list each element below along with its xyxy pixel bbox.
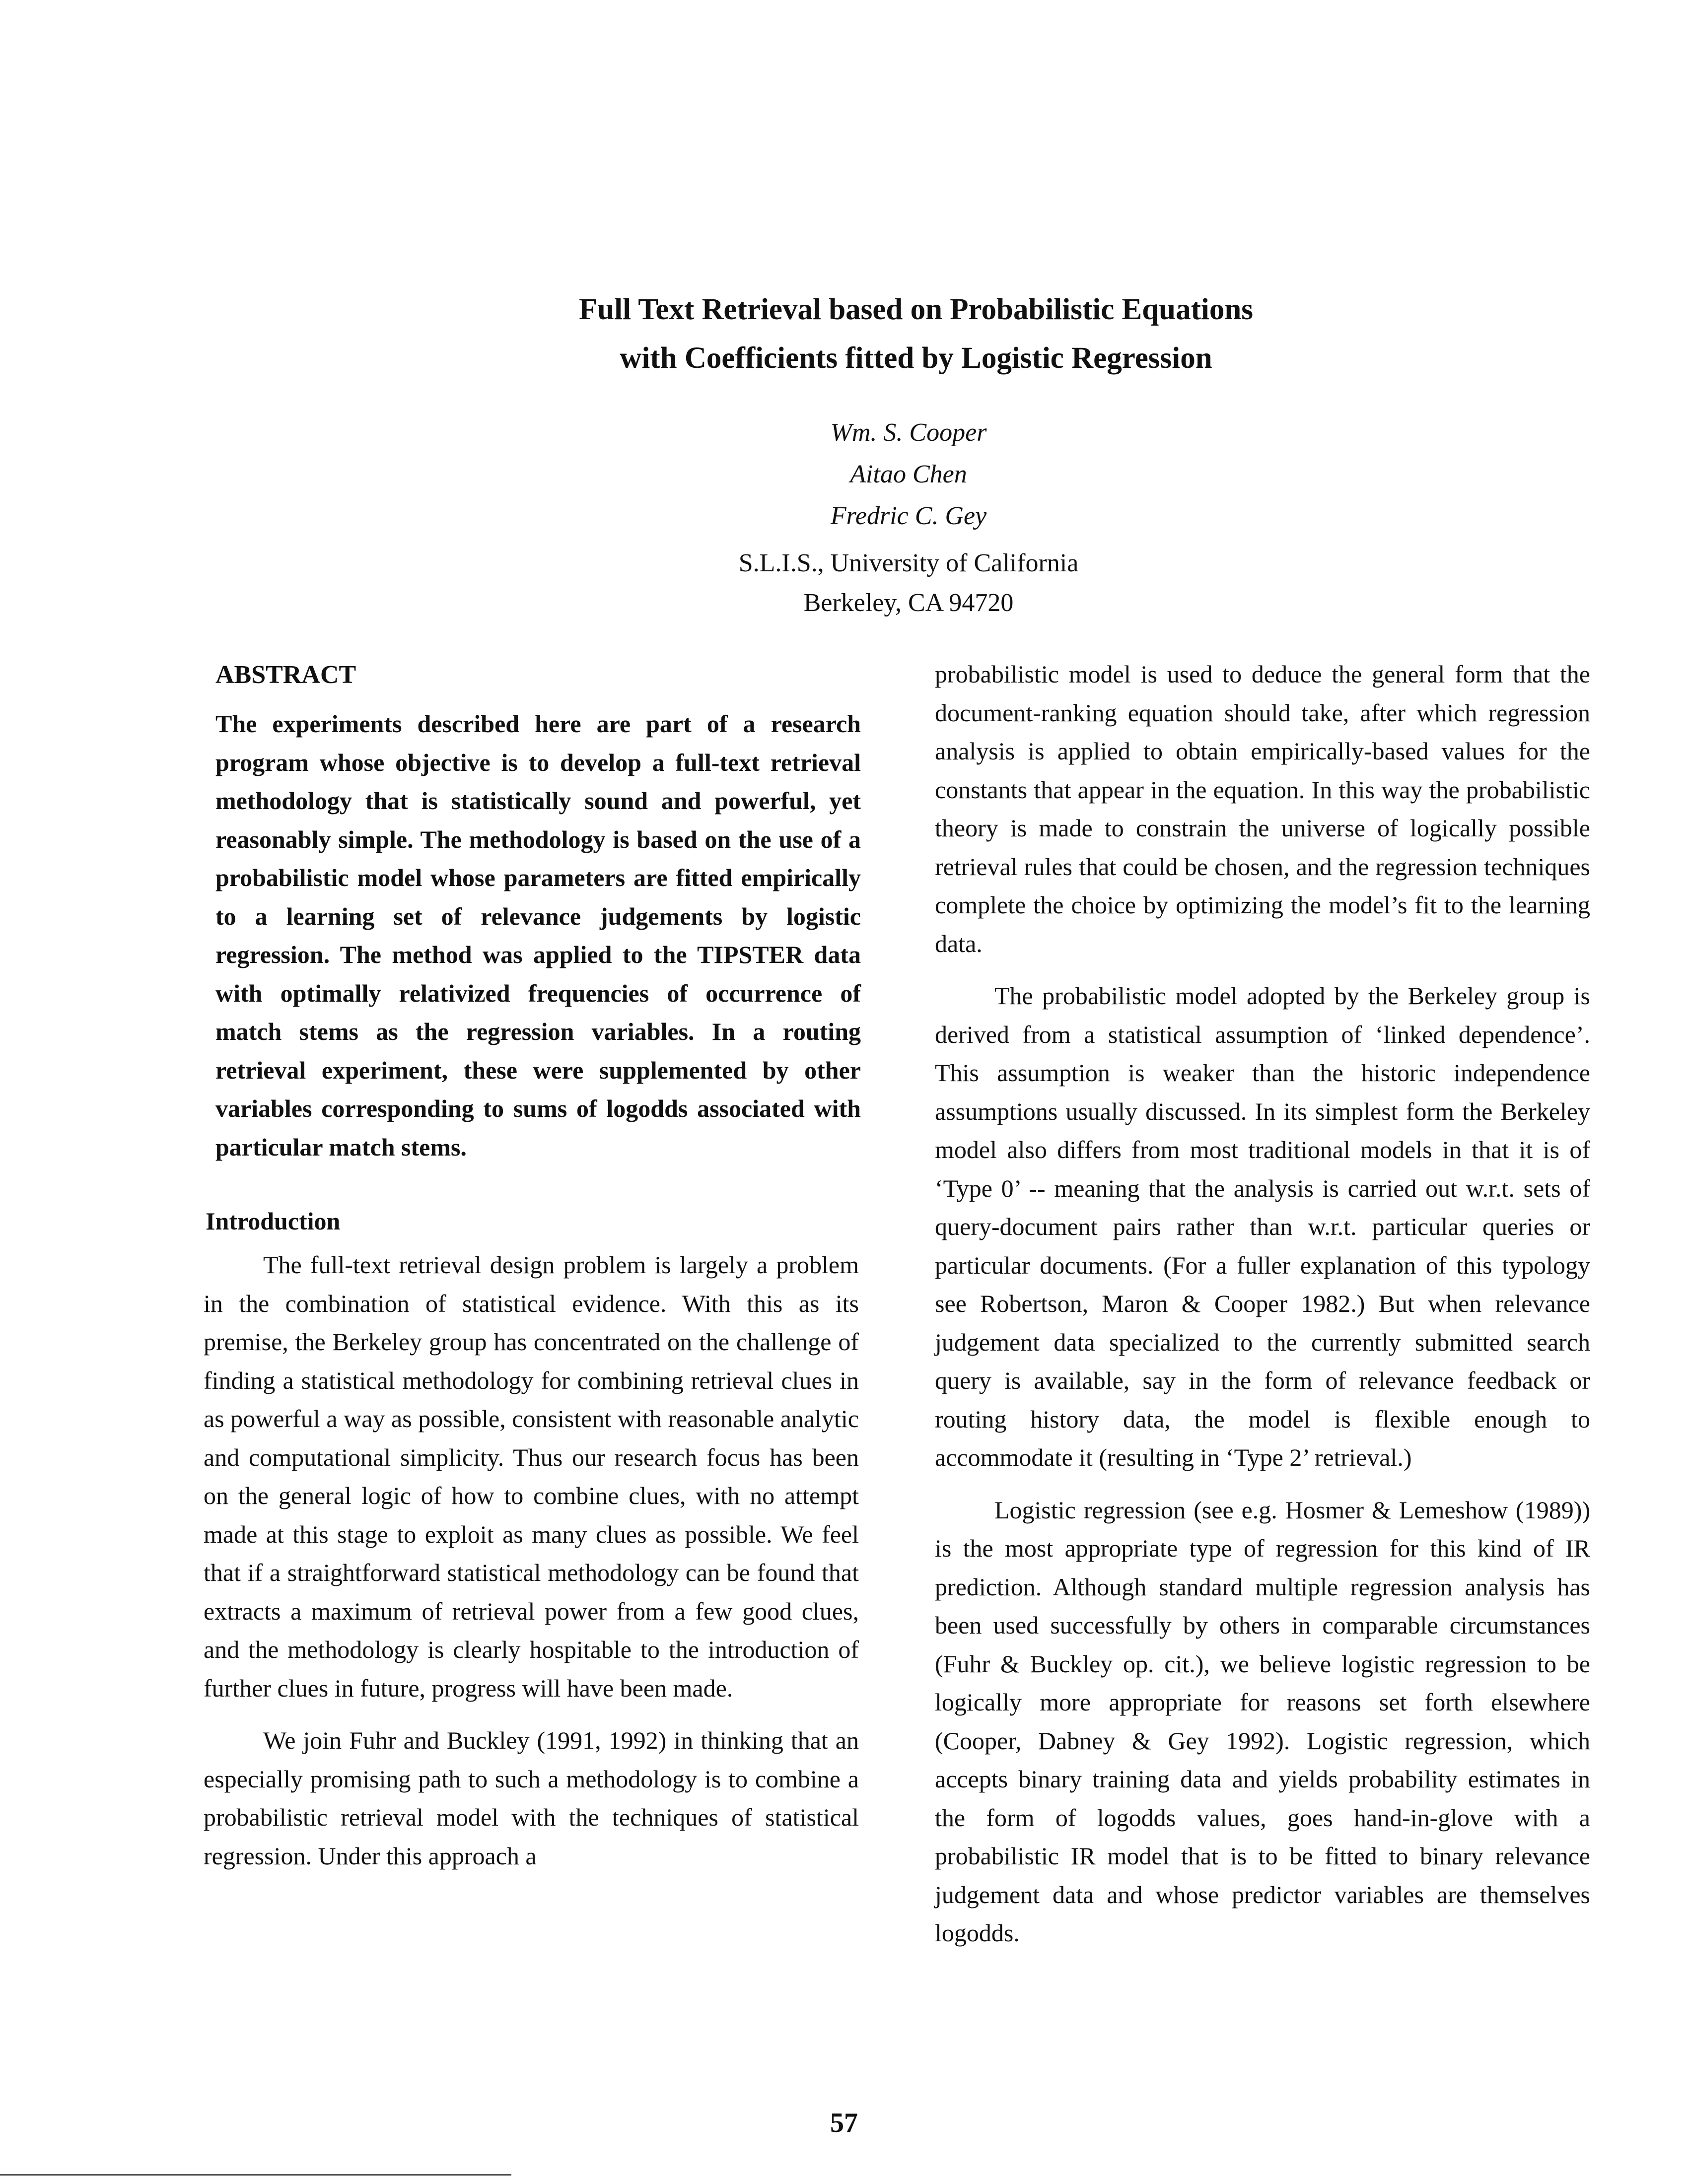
abstract-heading: ABSTRACT [215,661,356,689]
affiliation-line-2: Berkeley, CA 94720 [803,589,1014,617]
right-column [935,655,1590,1967]
intro-paragraph-2: We join Fuhr and Buckley (1991, 1992) in thinking that an especially promising path to such a methodology is to combine a probabilistic retrieval model with the techniques of statistical regression. Under this approach a [204,1726,859,1870]
author-name: Aitao Chen [850,460,967,488]
left-column [204,655,859,1889]
intro-paragraph-3: The probabilistic model adopted by the Berkeley group is derived from a statistical assumption of ‘linked dependence’. This assumption is weaker than the historic independence assumptions usually discussed. In its simplest form the Berkeley model also differs from most traditional models in that it is of ‘Type 0’ -- meaning that the analysis is carried out w.r.t. sets of query-document pairs rather than w.r.t. particular queries or particular documents. (For a fuller explanation of this typology see Robertson, Maron & Cooper 1982.) But when relevance judgement data specialized to the currently submitted search query is available, say in the form of relevance feedback or routing history data, the model is flexible enough to accommodate it (resulting in ‘Type 2’ retrieval.) [935,982,1590,1471]
title-line-1: Full Text Retrieval based on Probabilistic Equations [579,293,1253,326]
affiliation-line-1: S.L.I.S., University of California [738,549,1079,577]
paper-title [447,285,1385,383]
page-number: 57 [830,2108,858,2138]
intro-paragraph-4: Logistic regression (see e.g. Hosmer & Lemeshow (1989)) is the most appropriate type of regression for this kind of IR prediction. Although standard multiple regression analysis has been used successfully by others in comparable circumstances (Fuhr & Buckley op. cit.), we believe logistic regression to be logically more appropriate for reasons set forth elsewhere (Cooper, Dabney & Gey 1992). Logistic regression, which accepts binary training data and yields probability estimates in the form of logodds values, goes hand-in-glove with a probabilistic IR model that is to be fitted to binary relevance judgement data and whose predictor variables are themselves logodds. [935,1496,1590,1947]
introduction-heading: Introduction [206,1207,341,1235]
author-list [755,412,1062,537]
affiliation [650,544,1167,623]
abstract-text: The experiments described here are part of a research program whose objective is to develop a full-text retrieval methodology that is statistically sound and powerful, yet reasonably simple. The methodology is based on the use of a probabilistic model whose parameters are fitted empirically to a learning set of relevance judgements by logistic regression. The method was applied to the TIPSTER data with optimally relativized frequencies of occurrence of match stems as the regression variables. In a routing retrieval experiment, these were supplemented by other variables corresponding to sums of logodds associated with particular match stems. [215,710,861,1161]
footer-rule [0,2174,511,2176]
intro-paragraph-2-continued: probabilistic model is used to deduce the general form that the document-ranking equation should take, after which regression analysis is applied to obtain empirically-based values for the constants that appear in the equation. In this way the probabilistic theory is made to constrain the universe of logically possible retrieval rules that could be chosen, and the regression techniques complete the choice by optimizing the model’s fit to the learning data. [935,660,1590,957]
author-name: Fredric C. Gey [830,502,987,530]
title-line-2: with Coefficients fitted by Logistic Regression [620,341,1212,375]
intro-paragraph-1: The full-text retrieval design problem is largely a problem in the combination of statistical evidence. With this as its premise, the Berkeley group has concentrated on the challenge of finding a statistical methodology for combining retrieval clues in as powerful a way as possible, consistent with reasonable analytic and computational simplicity. Thus our research focus has been on the general logic of how to combine clues, with no attempt made at this stage to exploit as many clues as possible. We feel that if a straightforward statistical methodology can be found that extracts a maximum of retrieval power from a few good clues, and the methodology is clearly hospitable to the introduction of further clues in future, progress will have been made. [204,1251,859,1702]
author-name: Wm. S. Cooper [830,418,987,447]
